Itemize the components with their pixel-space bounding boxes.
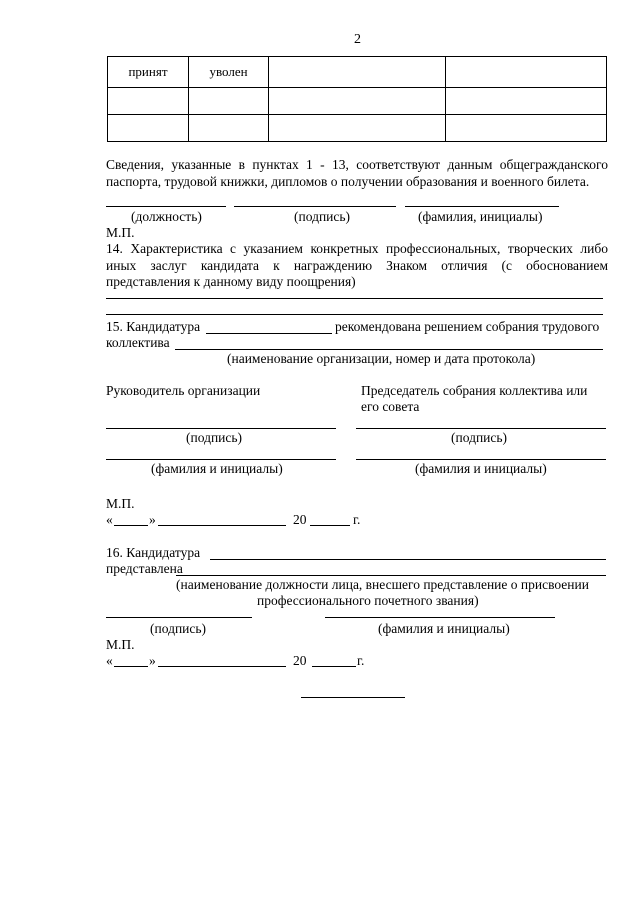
stamp-label: М.П. [106,225,135,240]
date-year-line[interactable] [312,666,356,667]
table-header-cell [269,57,446,88]
table-cell[interactable] [269,88,446,115]
item16-signature-line[interactable] [106,617,252,618]
item14-line[interactable] [106,314,603,315]
item16-prefix: 16. Кандидатура [106,545,201,560]
date-close-quote: » [149,653,156,668]
date-open-quote: « [106,653,113,668]
end-separator [301,697,405,698]
date-year-line[interactable] [310,525,350,526]
head-of-organization-title: Руководитель организации [106,383,261,398]
verification-text: Сведения, указанные в пунктах 1 - 13, соответствуют данным общегражданского паспорта, трудовой книжки, дипломов о получении образования и военного билета. [106,157,608,189]
year-prefix: 20 [293,512,307,527]
page-number: 2 [354,32,361,47]
table-row [108,115,607,142]
item15-prefix: 15. Кандидатура [106,319,201,334]
head-name-caption: (фамилия и инициалы) [151,461,283,476]
date-day-line[interactable] [114,666,148,667]
item16-name-line[interactable] [325,617,555,618]
table-header-cell [446,57,607,88]
chairman-title-line1: Председатель собрания коллектива или [361,383,588,398]
position-line[interactable] [106,206,226,207]
table-row [108,88,607,115]
table-cell[interactable] [446,115,607,142]
year-suffix: г. [353,512,361,527]
year-suffix: г. [357,653,365,668]
organization-line[interactable] [175,349,603,350]
candidate-name-line[interactable] [206,333,332,334]
table-cell[interactable] [189,115,269,142]
presenter-caption-line1: (наименование должности лица, внесшего представление о присвоении [176,577,589,592]
table-header-cell: принят [108,57,189,88]
head-signature-line[interactable] [106,428,336,429]
table-cell[interactable] [189,88,269,115]
table-cell[interactable] [446,88,607,115]
item16-candidate-line[interactable] [210,559,606,560]
date-month-line[interactable] [158,525,286,526]
organization-caption: (наименование организации, номер и дата протокола) [227,351,536,366]
position-caption: (должность) [131,209,202,224]
date-month-line[interactable] [158,666,286,667]
chairman-signature-caption: (подпись) [451,430,508,445]
name-caption: (фамилия, инициалы) [418,209,543,224]
item15-mid: рекомендована решением собрания трудового [335,319,600,334]
chairman-name-caption: (фамилия и инициалы) [415,461,547,476]
item16-name-caption: (фамилия и инициалы) [378,621,510,636]
name-line[interactable] [405,206,559,207]
date-day-line[interactable] [114,525,148,526]
table-header-row [108,57,607,88]
presenter-caption-line2: профессионального почетного звания) [257,593,479,608]
presenter-line[interactable] [176,575,606,576]
table-cell[interactable] [269,115,446,142]
item16-line2-prefix: представлена [106,561,183,576]
item14-text: 14. Характеристика с указанием конкретных профессиональных, творческих либо иных заслуг кандидата к награждению Знаком отличия (с обоснованием представления к данному виду поощрения) [106,241,608,289]
date-open-quote: « [106,512,113,527]
date-close-quote: » [149,512,156,527]
item15-line2-prefix: коллектива [106,335,170,350]
table-header-cell: уволен [189,57,269,88]
item14-line[interactable] [106,298,603,299]
item16-signature-caption: (подпись) [150,621,207,636]
chairman-signature-line[interactable] [356,428,606,429]
chairman-title-line2: его совета [361,399,420,414]
employment-table [107,56,607,142]
signature-caption: (подпись) [294,209,351,224]
table-cell[interactable] [108,88,189,115]
stamp-label: М.П. [106,637,135,652]
signature-line[interactable] [234,206,396,207]
chairman-name-line[interactable] [356,459,606,460]
table-cell[interactable] [108,115,189,142]
year-prefix: 20 [293,653,307,668]
head-name-line[interactable] [106,459,336,460]
stamp-label: М.П. [106,496,135,511]
head-signature-caption: (подпись) [186,430,243,445]
